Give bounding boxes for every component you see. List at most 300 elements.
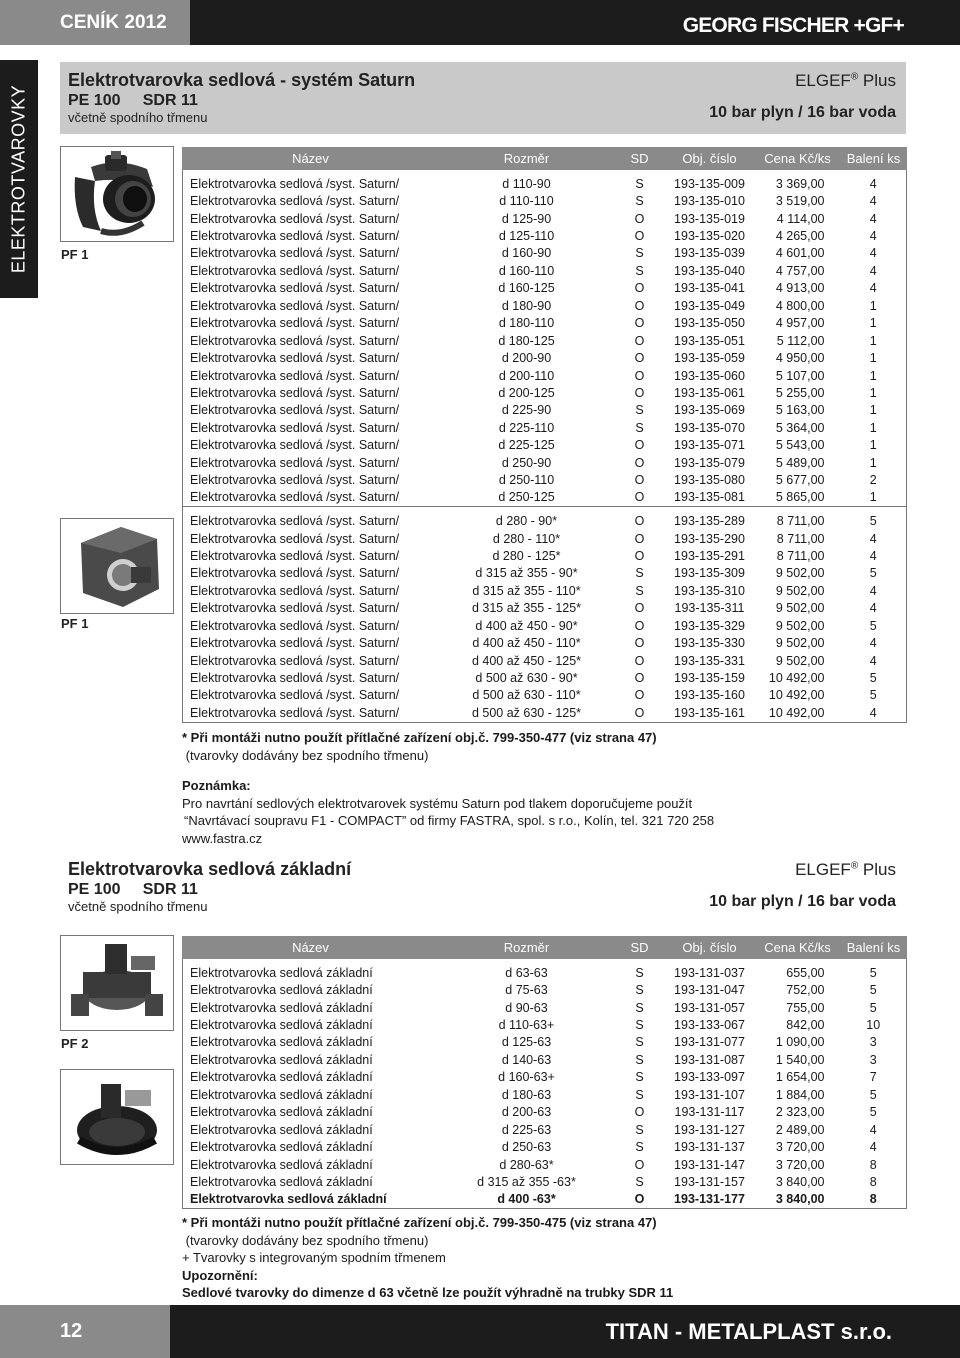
cell-price: 9 502,00 bbox=[775, 653, 825, 668]
cell-size: d 280 - 90* bbox=[495, 514, 558, 529]
cell-pack: 5 bbox=[869, 688, 877, 703]
cell-pack: 5 bbox=[869, 566, 877, 581]
cell-size: d 160-125 bbox=[498, 281, 555, 296]
cell-price: 8 711,00 bbox=[776, 514, 825, 529]
cell-price: 5 107,00 bbox=[775, 368, 825, 383]
cell-pack: 5 bbox=[869, 1000, 877, 1015]
table-group bbox=[183, 959, 907, 1209]
col-pack: Balení ks bbox=[841, 148, 907, 170]
cell-name: Elektrotvarovka sedlová /syst. Saturn/ bbox=[190, 455, 400, 470]
cell-price: 5 163,00 bbox=[775, 403, 825, 418]
brand-logo: GEORG FISCHER +GF+ bbox=[682, 14, 904, 37]
cell-name: Elektrotvarovka sedlová /syst. Saturn/ bbox=[190, 385, 400, 400]
cell-price: 1 090,00 bbox=[775, 1035, 825, 1050]
page-number: 12 bbox=[0, 1305, 170, 1358]
cell-name: Elektrotvarovka sedlová základní bbox=[190, 965, 373, 980]
category-label: ELEKTROTVAROVKY bbox=[8, 84, 29, 274]
cell-order-no: 193-135-291 bbox=[674, 548, 745, 563]
cell-pack: 4 bbox=[869, 636, 877, 651]
cell-size: d 500 až 630 - 90* bbox=[475, 671, 578, 686]
cell-name: Elektrotvarovka sedlová základní bbox=[190, 1035, 373, 1050]
cell-sd: S bbox=[635, 1052, 644, 1067]
cell-order-no: 193-135-070 bbox=[674, 420, 745, 435]
cell-order-no: 193-131-157 bbox=[674, 1174, 745, 1189]
cell-name: Elektrotvarovka sedlová /syst. Saturn/ bbox=[190, 618, 400, 633]
cell-size: d 160-110 bbox=[498, 263, 555, 278]
col-price: Cena Kč/ks bbox=[755, 937, 841, 959]
cell-size: d 250-90 bbox=[501, 455, 552, 470]
cell-pack: 4 bbox=[869, 531, 877, 546]
pressure-rating: 10 bar plyn / 16 bar voda bbox=[709, 893, 896, 910]
cell-pack: 4 bbox=[869, 281, 877, 296]
cell-order-no: 193-135-330 bbox=[674, 636, 745, 651]
cell-price: 9 502,00 bbox=[775, 618, 825, 633]
cell-sd: O bbox=[634, 490, 645, 505]
cell-name: Elektrotvarovka sedlová /syst. Saturn/ bbox=[190, 705, 400, 720]
cell-sd: O bbox=[634, 1105, 645, 1120]
cell-pack: 5 bbox=[869, 983, 877, 998]
cell-size: d 200-63 bbox=[501, 1105, 552, 1120]
cell-price: 842,00 bbox=[786, 1018, 825, 1033]
cell-pack: 5 bbox=[869, 965, 877, 980]
cell-order-no: 193-135-050 bbox=[674, 316, 745, 331]
cell-order-no: 193-131-147 bbox=[674, 1157, 745, 1172]
product-image-saturn-2 bbox=[60, 518, 174, 614]
cell-name: Elektrotvarovka sedlová /syst. Saturn/ bbox=[190, 473, 400, 488]
cell-pack: 1 bbox=[869, 420, 877, 435]
cell-name: Elektrotvarovka sedlová /syst. Saturn/ bbox=[190, 420, 400, 435]
cell-sd: S bbox=[635, 1122, 644, 1137]
cell-order-no: 193-135-160 bbox=[674, 688, 745, 703]
cell-name: Elektrotvarovka sedlová /syst. Saturn/ bbox=[190, 438, 400, 453]
cell-name: Elektrotvarovka sedlová /syst. Saturn/ bbox=[190, 514, 400, 529]
table-row bbox=[183, 1069, 907, 1086]
cell-size: d 225-110 bbox=[498, 420, 555, 435]
cell-sd: O bbox=[634, 438, 645, 453]
cell-name: Elektrotvarovka sedlová /syst. Saturn/ bbox=[190, 176, 400, 191]
cell-sd: S bbox=[635, 403, 644, 418]
cell-size: d 280 - 125* bbox=[492, 548, 561, 563]
cell-order-no: 193-131-177 bbox=[674, 1192, 745, 1207]
cell-order-no: 193-135-069 bbox=[674, 403, 745, 418]
cell-order-no: 193-135-061 bbox=[674, 385, 745, 400]
cell-pack: 4 bbox=[869, 211, 877, 226]
cell-pack: 4 bbox=[869, 583, 877, 598]
cell-order-no: 193-135-331 bbox=[674, 653, 745, 668]
cell-name: Elektrotvarovka sedlová /syst. Saturn/ bbox=[190, 636, 400, 651]
cell-pack: 4 bbox=[869, 194, 877, 209]
cell-order-no: 193-135-020 bbox=[674, 229, 745, 244]
table-row bbox=[183, 1174, 907, 1191]
cell-price: 5 677,00 bbox=[775, 473, 825, 488]
cell-size: d 225-63 bbox=[501, 1122, 552, 1137]
cell-price: 4 757,00 bbox=[775, 263, 825, 278]
pf-label: PF 1 bbox=[61, 247, 89, 262]
cell-sd: O bbox=[634, 636, 645, 651]
cell-order-no: 193-133-067 bbox=[674, 1018, 745, 1033]
cell-size: d 280-63* bbox=[499, 1157, 554, 1172]
cell-price: 3 720,00 bbox=[775, 1157, 825, 1172]
cell-pack: 1 bbox=[869, 351, 877, 366]
cell-pack: 5 bbox=[869, 1087, 877, 1102]
pressure-rating: 10 bar plyn / 16 bar voda bbox=[709, 104, 896, 121]
cell-name: Elektrotvarovka sedlová základní bbox=[190, 1000, 373, 1015]
cell-pack: 4 bbox=[869, 1140, 877, 1155]
cell-order-no: 193-135-041 bbox=[674, 281, 745, 296]
cell-price: 4 950,00 bbox=[775, 351, 825, 366]
cell-pack: 5 bbox=[869, 1105, 877, 1120]
cell-pack: 8 bbox=[869, 1192, 877, 1207]
cell-price: 3 519,00 bbox=[775, 194, 825, 209]
col-sd: SD bbox=[615, 937, 665, 959]
table-row bbox=[183, 1104, 907, 1121]
cell-pack: 1 bbox=[869, 403, 877, 418]
cell-price: 5 112,00 bbox=[776, 333, 825, 348]
footnote-basic bbox=[182, 1214, 673, 1302]
cell-size: d 180-63 bbox=[501, 1087, 552, 1102]
cell-sd: S bbox=[635, 566, 644, 581]
cell-price: 9 502,00 bbox=[775, 636, 825, 651]
cell-name: Elektrotvarovka sedlová /syst. Saturn/ bbox=[190, 229, 400, 244]
cell-price: 655,00 bbox=[786, 965, 825, 980]
cell-sd: S bbox=[635, 420, 644, 435]
cell-sd: O bbox=[634, 385, 645, 400]
cell-order-no: 193-135-009 bbox=[674, 176, 745, 191]
product-image-basic-1 bbox=[60, 935, 174, 1031]
cell-sd: S bbox=[635, 965, 644, 980]
cell-sd: O bbox=[634, 333, 645, 348]
cell-size: d 400 až 450 - 90* bbox=[475, 618, 578, 633]
cell-size: d 225-90 bbox=[501, 403, 552, 418]
cell-price: 3 369,00 bbox=[775, 176, 825, 191]
cell-order-no: 193-135-060 bbox=[674, 368, 745, 383]
cell-size: d 400 -63* bbox=[497, 1192, 556, 1207]
cell-size: d 180-90 bbox=[501, 298, 552, 313]
cell-pack: 4 bbox=[869, 1122, 877, 1137]
table-row bbox=[183, 1121, 907, 1138]
cell-sd: O bbox=[634, 653, 645, 668]
cell-name: Elektrotvarovka sedlová základní bbox=[190, 1105, 373, 1120]
cell-price: 8 711,00 bbox=[776, 531, 825, 546]
cell-price: 9 502,00 bbox=[775, 566, 825, 581]
cell-name: Elektrotvarovka sedlová základní bbox=[190, 983, 373, 998]
table-header-row bbox=[183, 937, 907, 959]
cell-name: Elektrotvarovka sedlová /syst. Saturn/ bbox=[190, 246, 400, 261]
cell-size: d 500 až 630 - 125* bbox=[471, 705, 582, 720]
cell-sd: O bbox=[634, 601, 645, 616]
cell-size: d 200-90 bbox=[501, 351, 552, 366]
cell-price: 1 540,00 bbox=[775, 1052, 825, 1067]
section-title: Elektrotvarovka sedlová - systém Saturn bbox=[68, 70, 416, 90]
cell-pack: 5 bbox=[869, 618, 877, 633]
table-row bbox=[183, 245, 907, 262]
remark-link: www.fastra.cz bbox=[182, 830, 263, 846]
cell-sd: S bbox=[635, 983, 644, 998]
cell-sd: O bbox=[634, 671, 645, 686]
footer-bar bbox=[0, 1305, 960, 1358]
table-row bbox=[183, 635, 907, 652]
table-row bbox=[183, 437, 907, 454]
cell-sd: O bbox=[634, 229, 645, 244]
table-row bbox=[183, 263, 907, 280]
cell-order-no: 193-135-329 bbox=[674, 618, 745, 633]
cell-pack: 4 bbox=[869, 653, 877, 668]
cell-sd: O bbox=[634, 1157, 645, 1172]
cell-sd: O bbox=[634, 455, 645, 470]
footnote-saturn bbox=[182, 729, 657, 764]
cell-name: Elektrotvarovka sedlová /syst. Saturn/ bbox=[190, 490, 400, 505]
table-row bbox=[183, 530, 907, 547]
cell-size: d 180-125 bbox=[498, 333, 555, 348]
cell-name: Elektrotvarovka sedlová /syst. Saturn/ bbox=[190, 653, 400, 668]
cell-order-no: 193-135-019 bbox=[674, 211, 745, 226]
cell-sd: O bbox=[634, 531, 645, 546]
price-table-basic bbox=[182, 936, 907, 1209]
cell-price: 4 601,00 bbox=[775, 246, 825, 261]
table-row bbox=[183, 982, 907, 999]
section-material: PE 100 SDR 11 bbox=[68, 92, 198, 109]
cell-name: Elektrotvarovka sedlová /syst. Saturn/ bbox=[190, 583, 400, 598]
table-header-row bbox=[183, 148, 907, 170]
cell-order-no: 193-135-039 bbox=[674, 246, 745, 261]
table-row bbox=[183, 548, 907, 565]
cell-pack: 1 bbox=[869, 368, 877, 383]
cell-price: 5 543,00 bbox=[775, 438, 825, 453]
cell-pack: 4 bbox=[869, 246, 877, 261]
cell-order-no: 193-131-117 bbox=[674, 1105, 745, 1120]
table-row bbox=[183, 652, 907, 669]
table-row bbox=[183, 455, 907, 472]
cell-order-no: 193-135-310 bbox=[674, 583, 745, 598]
cell-size: d 140-63 bbox=[501, 1052, 552, 1067]
cell-size: d 315 až 355 -63* bbox=[477, 1174, 576, 1189]
product-line: ELGEF® Plus bbox=[795, 71, 896, 90]
cell-price: 1 654,00 bbox=[775, 1070, 825, 1085]
cell-pack: 3 bbox=[869, 1035, 877, 1050]
cell-price: 5 489,00 bbox=[775, 455, 825, 470]
section-title: Elektrotvarovka sedlová základní bbox=[68, 859, 352, 879]
cell-price: 4 800,00 bbox=[775, 298, 825, 313]
cell-sd: S bbox=[635, 176, 644, 191]
cell-pack: 1 bbox=[869, 455, 877, 470]
cell-size: d 200-125 bbox=[498, 385, 555, 400]
table-row bbox=[183, 705, 907, 723]
cell-sd: O bbox=[634, 705, 645, 720]
remark-saturn bbox=[182, 777, 714, 847]
cell-sd: O bbox=[634, 548, 645, 563]
cell-price: 8 711,00 bbox=[776, 548, 825, 563]
cell-order-no: 193-135-159 bbox=[674, 671, 745, 686]
cell-price: 2 489,00 bbox=[775, 1122, 825, 1137]
cell-order-no: 193-135-071 bbox=[674, 438, 745, 453]
cell-sd: O bbox=[634, 316, 645, 331]
cell-size: d 225-125 bbox=[498, 438, 555, 453]
cell-pack: 1 bbox=[869, 385, 877, 400]
cell-pack: 8 bbox=[869, 1174, 877, 1189]
cell-sd: O bbox=[634, 688, 645, 703]
col-sd: SD bbox=[615, 148, 665, 170]
cell-name: Elektrotvarovka sedlová /syst. Saturn/ bbox=[190, 403, 400, 418]
cell-order-no: 193-135-049 bbox=[674, 298, 745, 313]
cell-pack: 8 bbox=[869, 1157, 877, 1172]
warning-text: Sedlové tvarovky do dimenze d 63 včetně lze použít výhradně na trubky SDR 11 bbox=[182, 1285, 674, 1300]
cell-order-no: 193-133-097 bbox=[674, 1070, 745, 1085]
cell-name: Elektrotvarovka sedlová základní bbox=[190, 1140, 373, 1155]
cell-order-no: 193-135-080 bbox=[674, 473, 745, 488]
cell-order-no: 193-135-309 bbox=[674, 566, 745, 581]
cell-price: 752,00 bbox=[786, 983, 825, 998]
cell-order-no: 193-131-047 bbox=[674, 983, 745, 998]
cell-order-no: 193-135-161 bbox=[674, 705, 745, 720]
cell-pack: 10 bbox=[866, 1018, 881, 1033]
cell-order-no: 193-135-079 bbox=[674, 455, 745, 470]
table-row bbox=[183, 565, 907, 582]
cell-order-no: 193-135-051 bbox=[674, 333, 745, 348]
cell-name: Elektrotvarovka sedlová /syst. Saturn/ bbox=[190, 688, 400, 703]
cell-name: Elektrotvarovka sedlová /syst. Saturn/ bbox=[190, 671, 400, 686]
col-order-no: Obj. číslo bbox=[665, 148, 755, 170]
company-name: TITAN - METALPLAST s.r.o. bbox=[605, 1319, 892, 1344]
cell-pack: 1 bbox=[869, 298, 877, 313]
cell-name: Elektrotvarovka sedlová /syst. Saturn/ bbox=[190, 333, 400, 348]
cell-order-no: 193-131-127 bbox=[674, 1122, 745, 1137]
table-row bbox=[183, 1034, 907, 1051]
cell-name: Elektrotvarovka sedlová /syst. Saturn/ bbox=[190, 566, 400, 581]
table-row bbox=[183, 687, 907, 704]
table-row bbox=[183, 315, 907, 332]
cell-order-no: 193-135-290 bbox=[674, 531, 745, 546]
cell-name: Elektrotvarovka sedlová základní bbox=[190, 1192, 387, 1207]
cell-size: d 110-90 bbox=[502, 176, 551, 191]
table-row bbox=[183, 999, 907, 1016]
cell-pack: 4 bbox=[869, 705, 877, 720]
cell-price: 4 114,00 bbox=[776, 211, 825, 226]
pf-label: PF 1 bbox=[61, 616, 89, 631]
section-header-saturn bbox=[60, 62, 906, 134]
price-table-saturn bbox=[182, 147, 907, 723]
col-size: Rozměr bbox=[439, 937, 615, 959]
cell-sd: O bbox=[634, 473, 645, 488]
remark-line: Pro navrtání sedlových elektrotvarovek systému Saturn pod tlakem doporučujeme použít bbox=[182, 795, 693, 811]
cell-price: 3 720,00 bbox=[775, 1140, 825, 1155]
cell-size: d 400 až 450 - 110* bbox=[472, 636, 581, 651]
cell-price: 1 884,00 bbox=[775, 1087, 825, 1102]
cell-sd: S bbox=[635, 1018, 644, 1033]
section-note: včetně spodního třmenu bbox=[68, 110, 208, 125]
cell-name: Elektrotvarovka sedlová základní bbox=[190, 1174, 373, 1189]
table-row bbox=[183, 670, 907, 687]
cell-size: d 200-110 bbox=[498, 368, 555, 383]
cell-name: Elektrotvarovka sedlová /syst. Saturn/ bbox=[190, 263, 400, 278]
table-row bbox=[183, 1156, 907, 1173]
cell-name: Elektrotvarovka sedlová základní bbox=[190, 1157, 373, 1172]
cell-size: d 110-110 bbox=[499, 194, 554, 209]
cell-size: d 110-63+ bbox=[498, 1018, 555, 1033]
cell-order-no: 193-135-289 bbox=[674, 514, 745, 529]
cell-sd: O bbox=[634, 281, 645, 296]
cell-order-no: 193-135-010 bbox=[674, 194, 745, 209]
cell-sd: O bbox=[634, 211, 645, 226]
cell-sd: S bbox=[635, 1174, 644, 1189]
table-row bbox=[183, 600, 907, 617]
cell-pack: 7 bbox=[869, 1070, 877, 1085]
cell-pack: 5 bbox=[869, 514, 877, 529]
product-line: ELGEF® Plus bbox=[795, 860, 896, 879]
table-row bbox=[183, 618, 907, 635]
cell-order-no: 193-135-059 bbox=[674, 351, 745, 366]
cell-sd: S bbox=[635, 194, 644, 209]
cell-order-no: 193-135-081 bbox=[674, 490, 745, 505]
footnote-line: (tvarovky dodávány bez spodního třmenu) bbox=[182, 1232, 429, 1248]
table-row bbox=[183, 350, 907, 367]
cell-name: Elektrotvarovka sedlová /syst. Saturn/ bbox=[190, 531, 400, 546]
cell-name: Elektrotvarovka sedlová /syst. Saturn/ bbox=[190, 298, 400, 313]
section-material: PE 100 SDR 11 bbox=[68, 881, 198, 898]
table-row bbox=[183, 176, 907, 193]
remark-line: “Navrtávací soupravu F1 - COMPACT” od firmy FASTRA, spol. s r.o., Kolín, tel. 321 720 258 bbox=[184, 813, 715, 828]
table-row bbox=[183, 280, 907, 297]
col-size: Rozměr bbox=[439, 148, 615, 170]
cell-name: Elektrotvarovka sedlová /syst. Saturn/ bbox=[190, 548, 400, 563]
cell-price: 5 255,00 bbox=[775, 385, 825, 400]
table-row bbox=[183, 1139, 907, 1156]
cell-pack: 1 bbox=[869, 490, 877, 505]
table-row bbox=[183, 489, 907, 507]
top-bar bbox=[0, 0, 960, 45]
table-row bbox=[183, 420, 907, 437]
cell-order-no: 193-135-040 bbox=[674, 263, 745, 278]
cell-size: d 180-110 bbox=[498, 316, 555, 331]
cell-sd: S bbox=[635, 1035, 644, 1050]
cell-price: 9 502,00 bbox=[775, 601, 825, 616]
cell-size: d 90-63 bbox=[505, 1000, 548, 1015]
cell-sd: S bbox=[635, 246, 644, 261]
table-row bbox=[183, 583, 907, 600]
table-row bbox=[183, 1087, 907, 1104]
cell-name: Elektrotvarovka sedlová základní bbox=[190, 1052, 373, 1067]
cell-size: d 63-63 bbox=[505, 965, 548, 980]
cell-price: 4 265,00 bbox=[775, 229, 825, 244]
footnote-line: + Tvarovky s integrovaným spodním třmenem bbox=[182, 1250, 446, 1265]
cell-size: d 160-63+ bbox=[498, 1070, 555, 1085]
cell-name: Elektrotvarovka sedlová /syst. Saturn/ bbox=[190, 351, 400, 366]
cell-size: d 400 až 450 - 125* bbox=[471, 653, 582, 668]
cell-size: d 125-110 bbox=[498, 229, 555, 244]
footnote-line: (tvarovky dodávány bez spodního třmenu) bbox=[182, 747, 429, 763]
cell-size: d 125-63 bbox=[501, 1035, 552, 1050]
product-image-basic-2 bbox=[60, 1069, 174, 1165]
table-row bbox=[183, 210, 907, 227]
cell-size: d 500 až 630 - 110* bbox=[472, 688, 581, 703]
table-row bbox=[183, 472, 907, 489]
table-row bbox=[183, 193, 907, 210]
cell-sd: O bbox=[634, 351, 645, 366]
cell-size: d 315 až 355 - 125* bbox=[471, 601, 582, 616]
col-name: Název bbox=[183, 148, 439, 170]
cell-name: Elektrotvarovka sedlová /syst. Saturn/ bbox=[190, 601, 400, 616]
cell-name: Elektrotvarovka sedlová /syst. Saturn/ bbox=[190, 368, 400, 383]
cell-size: d 250-125 bbox=[498, 490, 555, 505]
cell-sd: O bbox=[634, 618, 645, 633]
cell-price: 2 323,00 bbox=[775, 1105, 825, 1120]
col-pack: Balení ks bbox=[841, 937, 907, 959]
cell-price: 5 865,00 bbox=[775, 490, 825, 505]
table-row bbox=[183, 367, 907, 384]
table-group-1 bbox=[183, 170, 907, 507]
cell-price: 4 913,00 bbox=[775, 281, 825, 296]
cell-price: 3 840,00 bbox=[775, 1192, 825, 1207]
category-side-tab bbox=[0, 60, 38, 298]
